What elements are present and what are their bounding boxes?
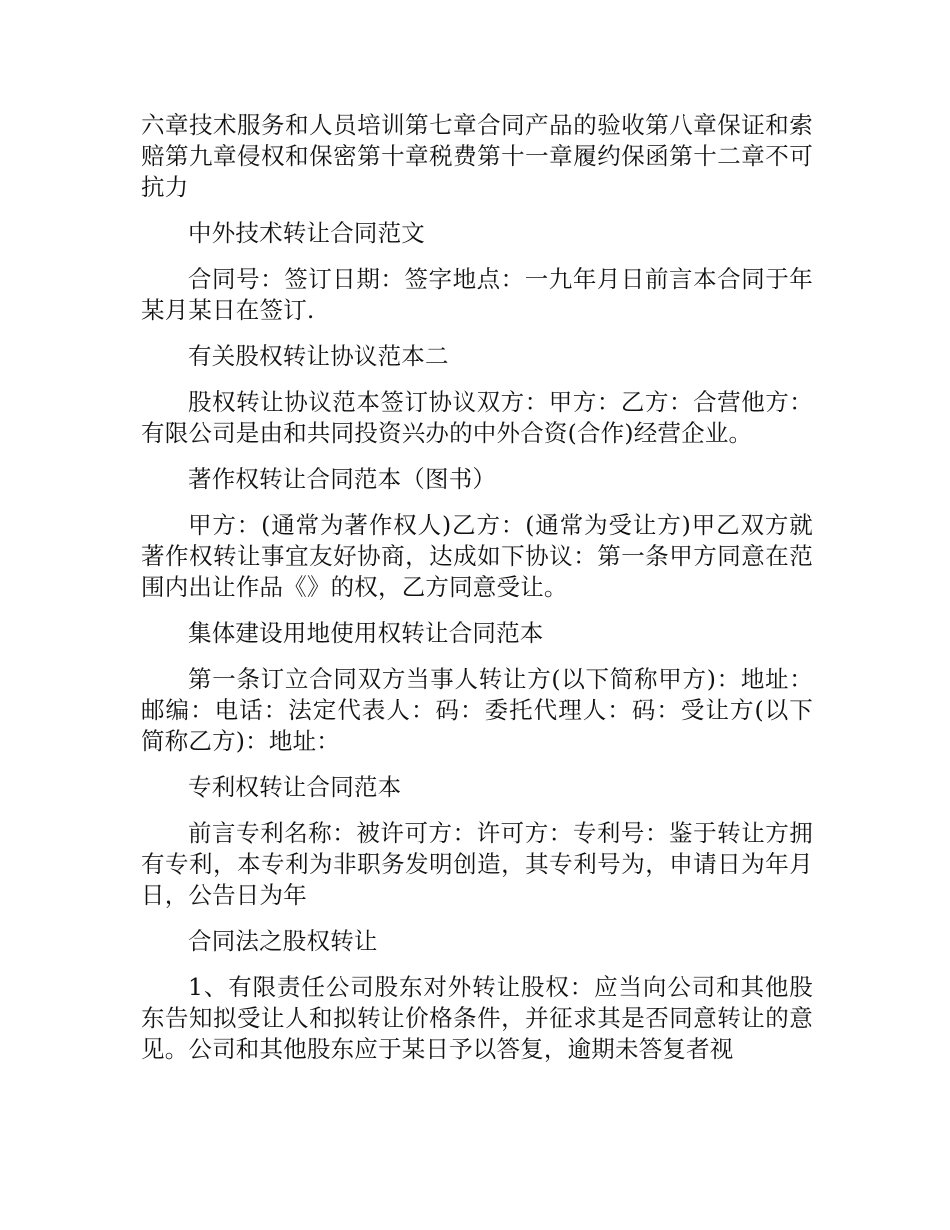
section-heading: 著作权转让合同范本（图书） [188,465,497,493]
body-paragraph: 1、有限责任公司股东对外转让股权：应当向公司和其他股东告知拟受让人和拟转让价格条件，并征求其是否同意转让的意见。公司和其他股东应于某日予以答复，逾期未答复者视 [141,973,813,1063]
document-page [141,110,813,1080]
body-paragraph: 甲方：(通常为著作权人)乙方：(通常为受让方)甲乙双方就著作权转让事宜友好协商，达成如下协议：第一条甲方同意在范围内出让作品《》的权，乙方同意受让。 [141,511,813,601]
section-heading: 合同法之股权转让 [188,927,378,955]
body-paragraph: 股权转让协议范本签订协议双方：甲方：乙方：合营他方：有限公司是由和共同投资兴办的中外合资(合作)经营企业。 [141,388,813,447]
section-heading: 有关股权转让协议范本二 [188,342,449,370]
section-heading: 集体建设用地使用权转让合同范本 [188,619,544,647]
section-heading: 专利权转让合同范本 [188,773,402,801]
body-paragraph: 合同号：签订日期：签字地点：一九年月日前言本合同于年某月某日在签订. [141,265,813,324]
body-paragraph: 六章技术服务和人员培训第七章合同产品的验收第八章保证和索赔第九章侵权和保密第十章税费第十一章履约保函第十二章不可抗力 [141,111,813,201]
section-heading: 中外技术转让合同范文 [188,219,425,247]
body-paragraph: 前言专利名称：被许可方：许可方：专利号：鉴于转让方拥有专利，本专利为非职务发明创造，其专利号为，申请日为年月日，公告日为年 [141,819,813,909]
body-paragraph: 第一条订立合同双方当事人转让方(以下简称甲方)：地址：邮编：电话：法定代表人：码：委托代理人：码：受让方(以下简称乙方)：地址： [141,665,813,755]
